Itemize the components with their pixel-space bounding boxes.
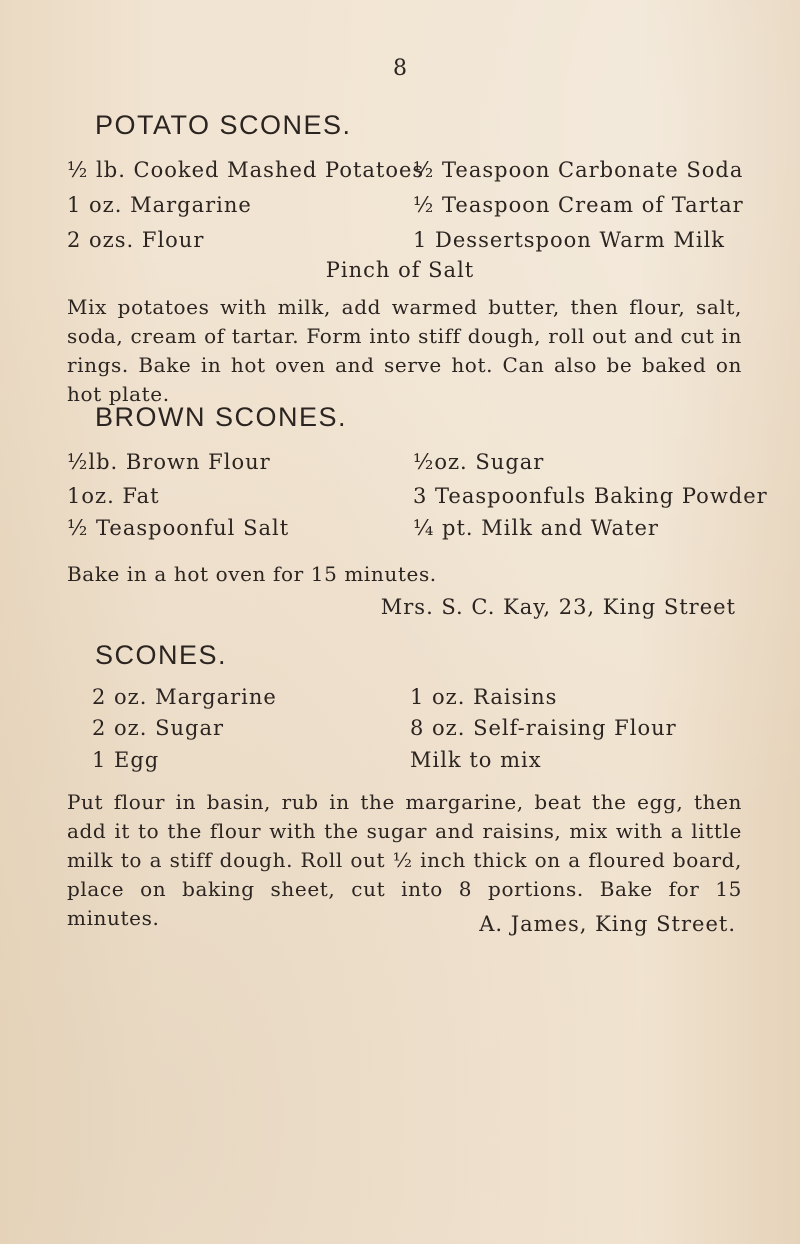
ingredient-item: ¼ pt. Milk and Water	[413, 516, 659, 540]
recipe-method-scones: Put flour in basin, rub in the margarine, beat the egg, then add it to the flour with the sugar and raisins, mix with a little milk to a stiff dough. Roll out ½ inch thick on a floured board, place on baking sheet, cut into 8 portions. Bake for 15 minutes.	[67, 790, 742, 930]
recipe-method-brown-scones: Bake in a hot oven for 15 minutes.	[67, 562, 437, 586]
ingredient-item: ½lb. Brown Flour	[67, 450, 271, 474]
ingredient-item: 1oz. Fat	[67, 484, 160, 508]
ingredient-item: 1 oz. Margarine	[67, 193, 252, 217]
ingredient-item: 1 Dessertspoon Warm Milk	[413, 228, 726, 252]
ingredient-item: ½ Teaspoonful Salt	[67, 516, 290, 540]
ingredient-item: 1 Egg	[92, 748, 160, 772]
ingredient-item: Milk to mix	[410, 748, 542, 772]
recipe-title-scones: SCONES.	[95, 640, 228, 670]
ingredient-item: 2 ozs. Flour	[67, 228, 205, 252]
recipe-signature: Mrs. S. C. Kay, 23, King Street	[380, 595, 736, 619]
ingredient-item: ½ Teaspoon Carbonate Soda	[413, 158, 744, 182]
ingredient-item: ½ Teaspoon Cream of Tartar	[413, 193, 744, 217]
ingredient-item: 3 Teaspoonfuls Baking Powder	[413, 484, 768, 508]
ingredient-item: 2 oz. Sugar	[92, 716, 225, 740]
ingredient-item: ½ lb. Cooked Mashed Potatoes	[67, 158, 425, 182]
ingredient-item: 8 oz. Self-raising Flour	[410, 716, 677, 740]
ingredient-item: ½oz. Sugar	[413, 450, 545, 474]
recipe-signature: A. James, King Street.	[479, 912, 736, 936]
recipe-method-potato-scones: Mix potatoes with milk, add warmed butter, then flour, salt, soda, cream of tartar. Form into stiff dough, roll out and cut in rings. Bake in hot oven and serve hot. Can also be baked on hot plate.	[67, 295, 742, 406]
page-number: 8	[393, 56, 407, 81]
recipe-title-brown-scones: BROWN SCONES.	[95, 402, 348, 432]
ingredient-item-center: Pinch of Salt	[325, 258, 475, 282]
recipe-title-potato-scones: POTATO SCONES.	[95, 110, 352, 140]
ingredient-item: 1 oz. Raisins	[410, 685, 558, 709]
ingredient-item: 2 oz. Margarine	[92, 685, 277, 709]
